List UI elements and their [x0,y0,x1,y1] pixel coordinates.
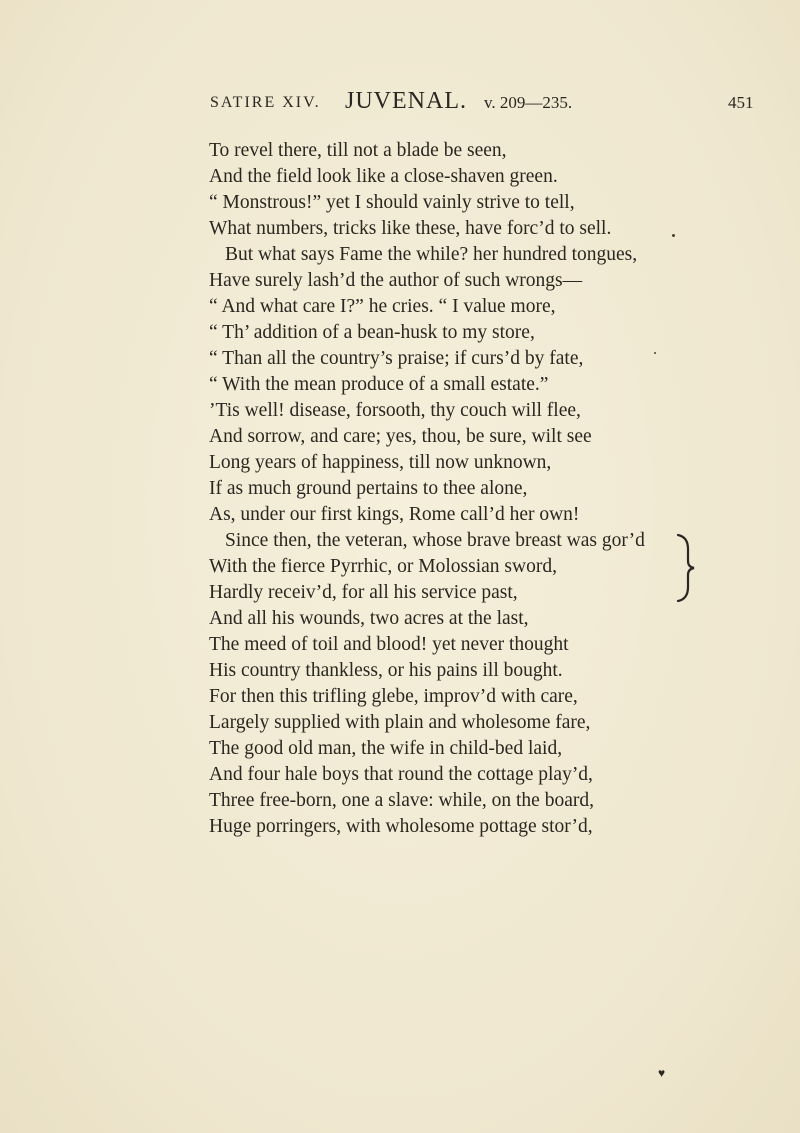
poem-line: And four hale boys that round the cottage play’d, [209,764,593,785]
poem-line: “ Th’ addition of a bean-husk to my store, [209,322,535,343]
poem-line: To revel there, till not a blade be seen, [209,140,507,161]
poem-line: And sorrow, and care; yes, thou, be sure, wilt see [209,426,592,447]
poem-line: “ And what care I?” he cries. “ I value more, [209,296,556,317]
triplet-brace-icon [672,533,698,603]
poem-line: But what says Fame the while? her hundred tongues, [225,244,638,265]
poem-line: Since then, the veteran, whose brave breast was gor’d [225,530,645,551]
page-number: 451 [728,93,754,112]
page-ornament-icon: ♥ [658,1066,666,1080]
ink-speck [654,352,656,354]
ink-speck [672,234,675,237]
poem-line: His country thankless, or his pains ill bought. [209,660,563,681]
poem-line: Three free-born, one a slave: while, on the board, [209,790,594,811]
poem-line: What numbers, tricks like these, have forc’d to sell. [209,218,612,239]
poem-line: “ Than all the country’s praise; if curs’d by fate, [209,348,584,369]
poem-line: Huge porringers, with wholesome pottage stor’d, [209,816,593,837]
poem-line: Largely supplied with plain and wholesome fare, [209,712,591,733]
poem-line: As, under our first kings, Rome call’d her own! [209,504,580,525]
poem-line: “ Monstrous!” yet I should vainly strive to tell, [209,192,575,213]
running-header [0,88,800,118]
poem-line: The good old man, the wife in child-bed laid, [209,738,563,759]
poem-line: Long years of happiness, till now unknown, [209,452,552,473]
poem-line: If as much ground pertains to thee alone, [209,478,528,499]
poem-line: The meed of toil and blood! yet never thought [209,634,569,655]
satire-number: SATIRE XIV. [210,94,321,111]
poem-line: With the fierce Pyrrhic, or Molossian sword, [209,556,557,577]
poem-line: And the field look like a close-shaven green. [209,166,558,187]
poem-line: Have surely lash’d the author of such wrongs— [209,270,583,291]
poem-line: ’Tis well! disease, forsooth, thy couch will flee, [209,400,581,421]
author-title: JUVENAL. [345,88,467,114]
poem-line: “ With the mean produce of a small estate.” [209,374,549,395]
poem-line: For then this trifling glebe, improv’d with care, [209,686,578,707]
verse-range: v. 209—235. [484,93,573,112]
poem-line: And all his wounds, two acres at the last, [209,608,529,629]
poem-line: Hardly receiv’d, for all his service past, [209,582,518,603]
